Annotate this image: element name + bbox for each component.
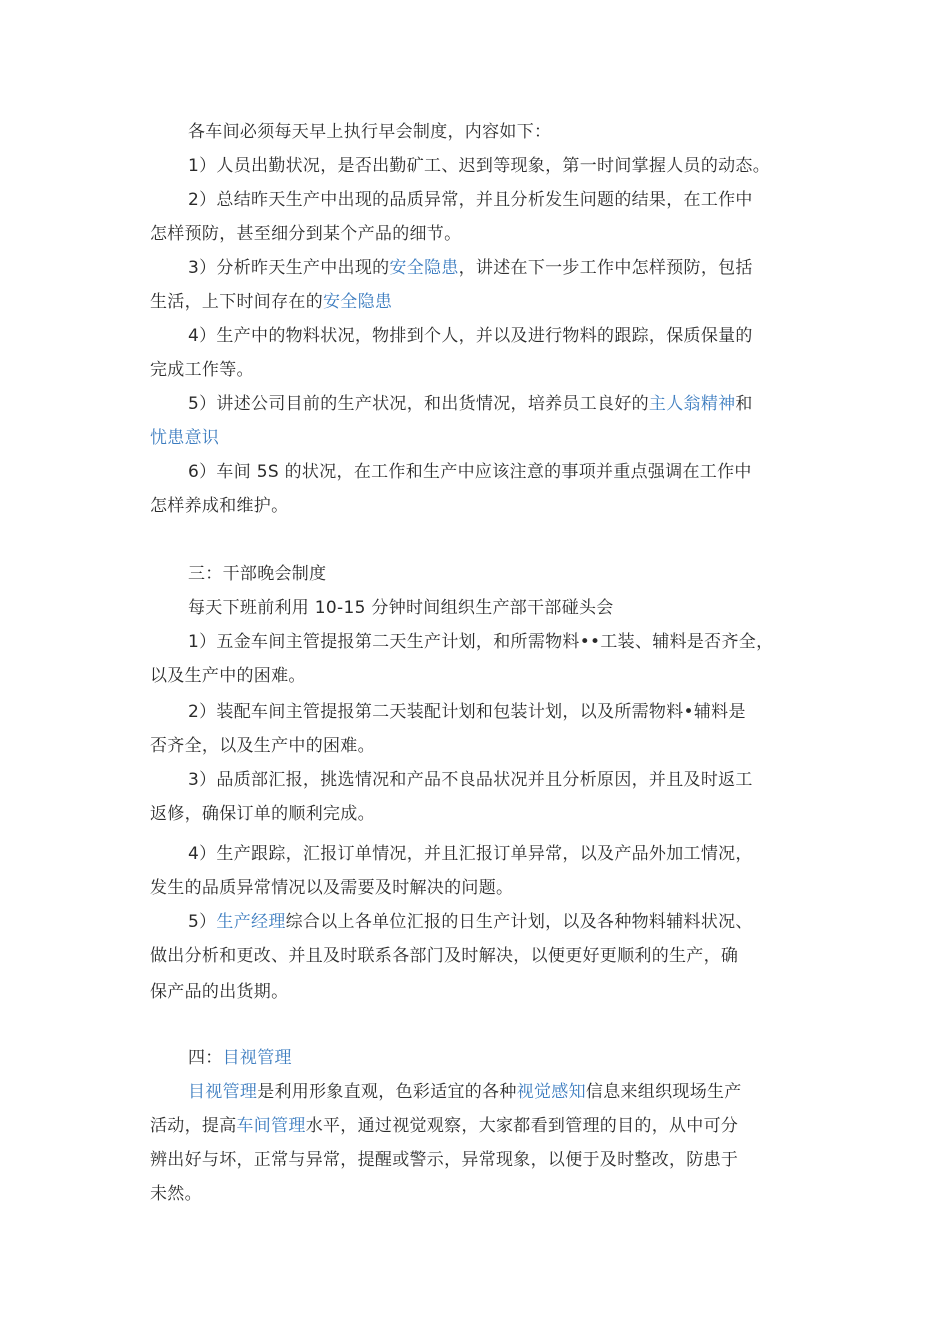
morning-item-1: 1）人员出勤状况，是否出勤矿工、迟到等现象，第一时间掌握人员的动态。 <box>188 156 771 176</box>
morning-item-4-line-2: 完成工作等。 <box>150 360 254 380</box>
visual-heading: 四：目视管理 <box>188 1048 292 1068</box>
evening-item-1-line-1: 1）五金车间主管提报第二天生产计划，和所需物料••工装、辅料是否齐全， <box>188 632 774 652</box>
evening-item-4-line-1: 4）生产跟踪，汇报订单情况，并且汇报订单异常，以及产品外加工情况， <box>188 844 753 864</box>
morning-item-5-line-1: 5）讲述公司目前的生产状况，和出货情况，培养员工良好的主人翁精神和 <box>188 394 753 414</box>
morning-item-2-line-1: 2）总结昨天生产中出现的品质异常，并且分析发生问题的结果，在工作中 <box>188 190 753 210</box>
evening-item-1-line-2: 以及生产中的困难。 <box>150 666 306 686</box>
link-risk-awareness[interactable]: 忧患意识 <box>150 428 220 448</box>
link-production-manager[interactable]: 生产经理 <box>216 912 286 932</box>
link-safety-hazard[interactable]: 安全隐患 <box>389 258 459 278</box>
morning-item-2-line-2: 怎样预防，甚至细分到某个产品的细节。 <box>150 224 462 244</box>
morning-item-6-line-1: 6）车间 5S 的状况，在工作和生产中应该注意的事项并重点强调在工作中 <box>188 462 752 482</box>
link-visual-perception[interactable]: 视觉感知 <box>516 1082 586 1102</box>
link-visual-management[interactable]: 目视管理 <box>188 1082 258 1102</box>
evening-intro: 每天下班前利用 10-15 分钟时间组织生产部干部碰头会 <box>188 598 614 618</box>
morning-item-6-line-2: 怎样养成和维护。 <box>150 496 289 516</box>
visual-paragraph-line-4: 未然。 <box>150 1184 202 1204</box>
visual-paragraph-line-2: 活动，提高车间管理水平，通过视觉观察，大家都看到管理的目的，从中可分 <box>150 1116 739 1136</box>
visual-paragraph-line-1: 目视管理是利用形象直观，色彩适宜的各种视觉感知信息来组织现场生产 <box>188 1082 742 1102</box>
evening-item-3-line-2: 返修，确保订单的顺利完成。 <box>150 804 375 824</box>
link-safety-hazard-2[interactable]: 安全隐患 <box>323 292 393 312</box>
evening-item-3-line-1: 3）品质部汇报，挑选情况和产品不良品状况并且分析原因，并且及时返工 <box>188 770 753 790</box>
evening-item-4-line-2: 发生的品质异常情况以及需要及时解决的问题。 <box>150 878 514 898</box>
evening-heading: 三：干部晚会制度 <box>188 564 327 584</box>
morning-intro: 各车间必须每天早上执行早会制度，内容如下： <box>188 122 552 142</box>
link-visual-management-heading[interactable]: 目视管理 <box>222 1048 292 1068</box>
evening-item-2-line-1: 2）装配车间主管提报第二天装配计划和包装计划，以及所需物料•辅料是 <box>188 702 746 722</box>
link-workshop-management[interactable]: 车间管理 <box>236 1116 306 1136</box>
morning-item-4-line-1: 4）生产中的物料状况，物排到个人，并以及进行物料的跟踪，保质保量的 <box>188 326 753 346</box>
evening-item-5-line-1: 5）生产经理综合以上各单位汇报的日生产计划，以及各种物料辅料状况、 <box>188 912 753 932</box>
morning-item-3-line-2: 生活，上下时间存在的安全隐患 <box>150 292 393 312</box>
morning-item-3-line-1: 3）分析昨天生产中出现的安全隐患，讲述在下一步工作中怎样预防，包括 <box>188 258 753 278</box>
evening-item-5-line-3: 保产品的出货期。 <box>150 982 289 1002</box>
evening-item-5-line-2: 做出分析和更改、并且及时联系各部门及时解决，以便更好更顺利的生产，确 <box>150 946 739 966</box>
evening-item-2-line-2: 否齐全，以及生产中的困难。 <box>150 736 375 756</box>
link-ownership-spirit[interactable]: 主人翁精神 <box>648 394 736 414</box>
visual-paragraph-line-3: 辨出好与坏，正常与异常，提醒或警示，异常现象，以便于及时整改，防患于 <box>150 1150 739 1170</box>
morning-item-5-line-2 <box>150 426 219 450</box>
